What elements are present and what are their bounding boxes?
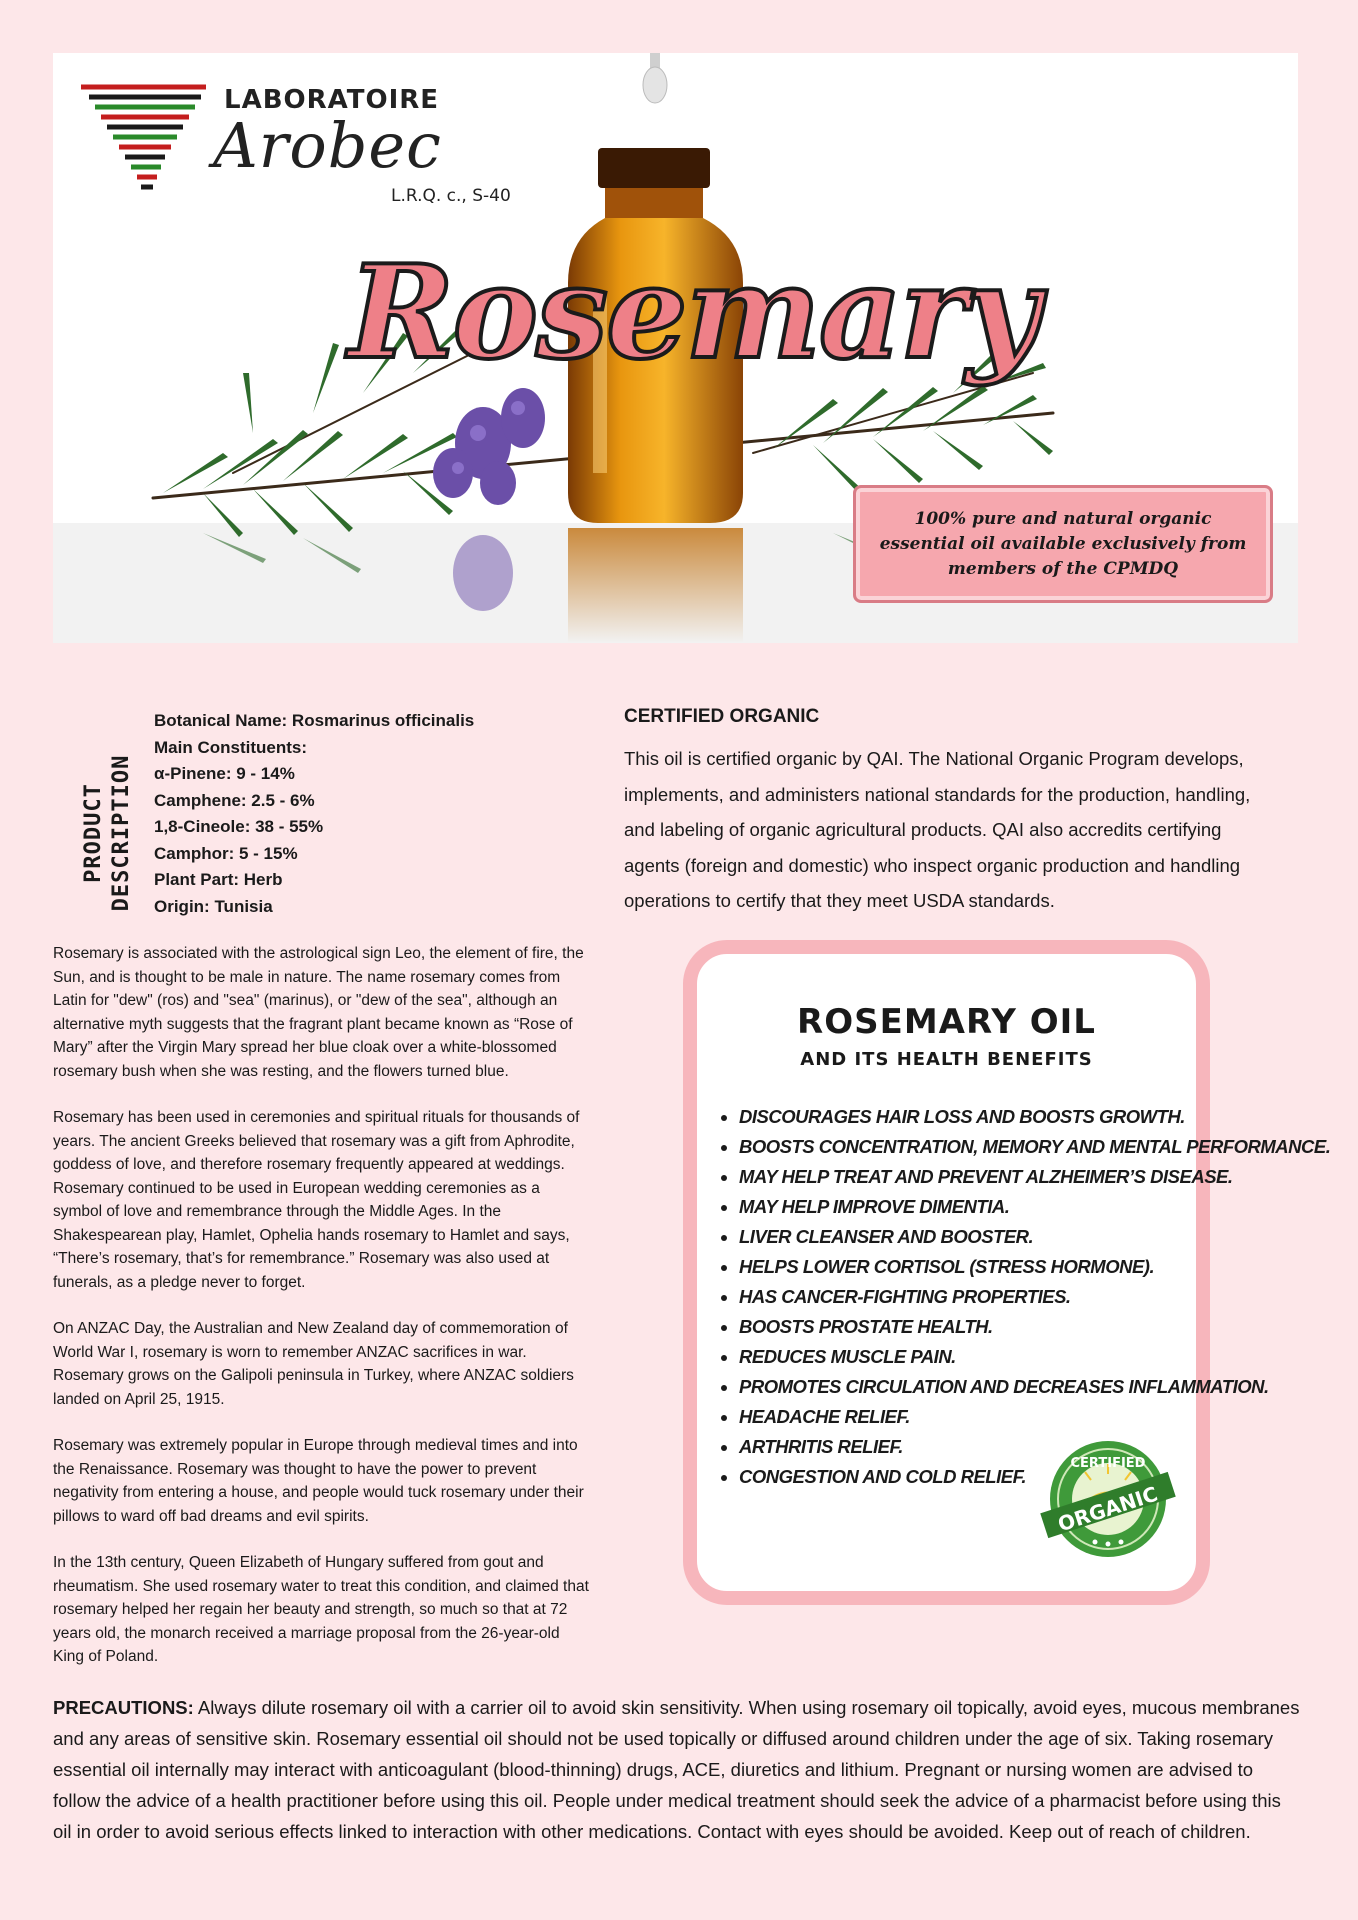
rosemary-history [53,942,593,1692]
benefit-item: • MAY HELP IMPROVE DIMENTIA. [739,1192,1330,1222]
benefits-title: ROSEMARY OIL [797,1002,1096,1042]
benefit-item: • BOOSTS CONCENTRATION, MEMORY AND MENTAL PERFORMANCE. [739,1132,1330,1162]
benefit-item: • CONGESTION AND COLD RELIEF. [739,1462,1330,1492]
certified-organic-heading: CERTIFIED ORGANIC [624,706,820,727]
constituent-item: 1,8-Cineole: 38 - 55% [154,817,324,836]
benefit-item: • HAS CANCER-FIGHTING PROPERTIES. [739,1282,1330,1312]
product-title: Rosemary [348,238,1038,388]
hero-banner [53,53,1298,643]
history-paragraph: Rosemary has been used in ceremonies and spiritual rituals for thousands of years. The ancient Greeks believed that rosemary was a gift from Aphrodite, goddess of love, and therefore rosemary frequently appeared at weddings. Rosemary continued to be used in European wedding ceremonies as a symbol of love and remembrance through the Middle Ages. In the Shakespearean play, Hamlet, Ophelia hands rosemary to Hamlet and says, “There’s rosemary, that’s for remembrance.” Rosemary was also used at funerals, as a pledge never to forget. [53,1109,580,1291]
product-specs [154,708,554,920]
history-paragraph: Rosemary is associated with the astrological sign Leo, the element of fire, the Sun, and is thought to be male in nature. The name rosemary comes from Latin for "dew" (ros) and "sea" (marinus), or "dew of the sea", although an alternative myth suggests that the fragrant plant became known as “Rose of Mary” after the Virgin Mary spread her blue cloak over a white-blossomed rosemary bush when she was resting, and the flowers turned blue. [53,945,584,1080]
precautions-text: Always dilute rosemary oil with a carrier oil to avoid skin sensitivity. When using rosemary oil topically, avoid eyes, mucous membranes and any areas of sensitive skin. Rosemary essential oil should not be used topically or diffused around children under the age of six. Taking rosemary essential oil internally may interact with anticoagulant (blood-thinning) drugs, ACE, diuretics and lithium. Pregnant or nursing women are advised to follow the advice of a health practitioner before using this oil. People under medical treatment should seek the advice of a pharmacist before using this oil in order to avoid serious effects linked to interaction with other medications. Contact with eyes should be avoided. Keep out of reach of children. [53,1697,1300,1842]
constituent-item: Camphor: 5 - 15% [154,843,298,863]
plant-part: Plant Part: Herb [154,870,283,889]
seal-top-text: CERTIFIED [1070,1456,1146,1471]
logo-registration: L.R.Q. c., S-40 [391,186,511,206]
benefit-item: • ARTHRITIS RELIEF. [739,1432,1330,1462]
benefit-item: • LIVER CLEANSER AND BOOSTER. [739,1222,1330,1252]
precautions-label: PRECAUTIONS: [53,1697,194,1718]
history-paragraph: Rosemary was extremely popular in Europe through medieval times and into the Renaissance. Rosemary was thought to have the power to prevent negativity from entering a house, and people would tuck rosemary under their pillows to ward off bad dreams and evil spirits. [53,1437,584,1525]
botanical-name: Botanical Name: Rosmarinus officinalis [154,711,475,730]
logo-laboratory-text: LABORATOIRE [224,85,440,115]
benefit-item: • HEADACHE RELIEF. [739,1402,1330,1432]
organic-oil-badge: 100% pure and natural organic essential oil available exclusively from members of the CPMDQ [853,485,1273,603]
certified-organic-text: This oil is certified organic by QAI. The National Organic Program develops, implements, and administers national standards for the production, handling, and labeling of organic agricultural products. QAI also accredits certifying agents (foreign and domestic) who inspect organic production and handling operations to certify that they meet USDA standards. [624,748,1251,911]
history-paragraph: In the 13th century, Queen Elizabeth of Hungary suffered from gout and rheumatism. She used rosemary water to treat this condition, and claimed that rosemary helped her regain her beauty and strength, so much so that at 72 years old, the monarch received a marriage proposal from the 26-year-old King of Poland. [53,1554,589,1665]
arobec-logo [81,73,511,223]
benefit-item: • PROMOTES CIRCULATION AND DECREASES INFLAMMATION. [739,1372,1330,1402]
main-constituents-heading: Main Constituents: [154,737,307,757]
origin: Origin: Tunisia [154,896,273,916]
seal-main-text: ORGANIC [1054,1481,1161,1537]
benefit-item: • MAY HELP TREAT AND PREVENT ALZHEIMER’S DISEASE. [739,1162,1330,1192]
benefit-item: • HELPS LOWER CORTISOL (STRESS HORMONE). [739,1252,1330,1282]
constituent-item: Camphene: 2.5 - 6% [154,790,315,810]
label-line-2: DESCRIPTION [109,754,134,912]
label-line-1: PRODUCT [81,783,106,883]
logo-brand-name: Arobec [213,109,442,182]
product-description-label [68,735,148,915]
benefits-list [717,1102,1330,1492]
health-benefits-box [683,940,1331,1605]
benefit-item: • BOOSTS PROSTATE HEALTH. [739,1312,1330,1342]
benefit-item: • REDUCES MUSCLE PAIN. [739,1342,1330,1372]
benefit-item: • DISCOURAGES HAIR LOSS AND BOOSTS GROWTH. [739,1102,1330,1132]
constituent-item: α-Pinene: 9 - 14% [154,764,295,783]
certified-organic-seal-icon [1033,1434,1183,1564]
precautions-section [53,1692,1303,1847]
logo-stripes-icon [81,73,221,223]
benefits-subtitle: AND ITS HEALTH BENEFITS [800,1049,1093,1070]
history-paragraph: On ANZAC Day, the Australian and New Zealand day of commemoration of World War I, rosemary is worn to remember ANZAC sacrifices in war. Rosemary grows on the Galipoli peninsula in Turkey, where ANZAC soldiers landed on April 25, 1915. [53,1320,574,1408]
